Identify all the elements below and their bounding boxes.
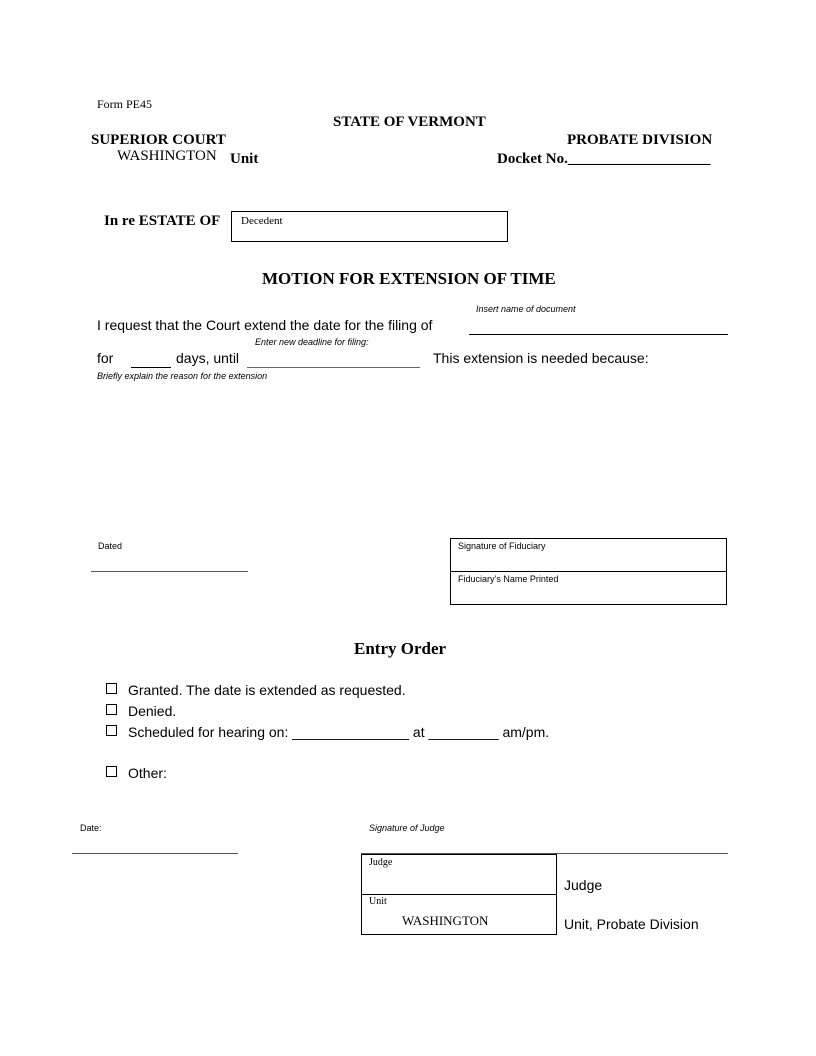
denied-label: Denied. (128, 703, 177, 719)
request-text: I request that the Court extend the date for the filing of (97, 317, 433, 333)
scheduled-label: Scheduled for hearing on: _______________ at _________ am/pm. (128, 724, 550, 740)
document-hint: Insert name of document (476, 304, 576, 314)
for-label: for (97, 350, 114, 366)
judge-date-label: Date: (80, 823, 102, 833)
decedent-field[interactable] (231, 211, 508, 242)
needed-text: This extension is needed because: (433, 350, 649, 366)
fiduciary-signature-field[interactable] (450, 538, 727, 572)
judge-name-field[interactable] (361, 854, 557, 895)
judge-unit-field[interactable] (361, 894, 557, 935)
deadline-field[interactable] (247, 367, 420, 368)
judge-unit-caption: Unit (369, 896, 387, 907)
days-field[interactable] (131, 367, 171, 368)
docket-field[interactable]: ___________________ (567, 151, 711, 167)
judge-signature-label: Signature of Judge (369, 823, 445, 833)
judge-name-caption: Judge (369, 857, 393, 868)
dated-field[interactable] (91, 571, 248, 572)
fiduciary-signature-caption: Signature of Fiduciary (458, 541, 546, 551)
motion-title: MOTION FOR EXTENSION OF TIME (262, 269, 556, 288)
unit-division-label: Unit, Probate Division (564, 916, 699, 932)
entry-order-title: Entry Order (354, 639, 447, 658)
reason-field[interactable] (97, 386, 727, 526)
docket-label (497, 151, 710, 168)
judge-date-field[interactable] (72, 853, 238, 854)
state-title: STATE OF VERMONT (333, 114, 486, 130)
dated-label: Dated (98, 541, 123, 551)
unit-value[interactable]: WASHINGTON (117, 148, 217, 164)
granted-label: Granted. The date is extended as requested. (128, 682, 406, 698)
judge-title: Judge (564, 877, 603, 893)
form-id: Form PE45 (97, 97, 153, 111)
days-label: days, until (176, 350, 240, 366)
estate-label: In re ESTATE OF (104, 213, 221, 229)
docket-label-text: Docket No. (497, 151, 568, 167)
fiduciary-name-caption: Fiduciary’s Name Printed (458, 574, 559, 584)
division-name: PROBATE DIVISION (567, 132, 713, 148)
granted-checkbox[interactable] (106, 683, 117, 694)
judge-unit-value: WASHINGTON (402, 913, 489, 928)
other-checkbox[interactable] (106, 766, 117, 777)
reason-hint: Briefly explain the reason for the extension (97, 371, 268, 381)
deadline-hint: Enter new deadline for filing: (255, 337, 369, 347)
unit-label: Unit (230, 151, 259, 167)
decedent-caption: Decedent (241, 215, 283, 227)
denied-checkbox[interactable] (106, 704, 117, 715)
fiduciary-name-field[interactable] (450, 571, 727, 605)
document-name-field[interactable] (469, 334, 728, 335)
court-name: SUPERIOR COURT (91, 132, 226, 148)
other-label: Other: (128, 765, 167, 781)
scheduled-checkbox[interactable] (106, 725, 117, 736)
